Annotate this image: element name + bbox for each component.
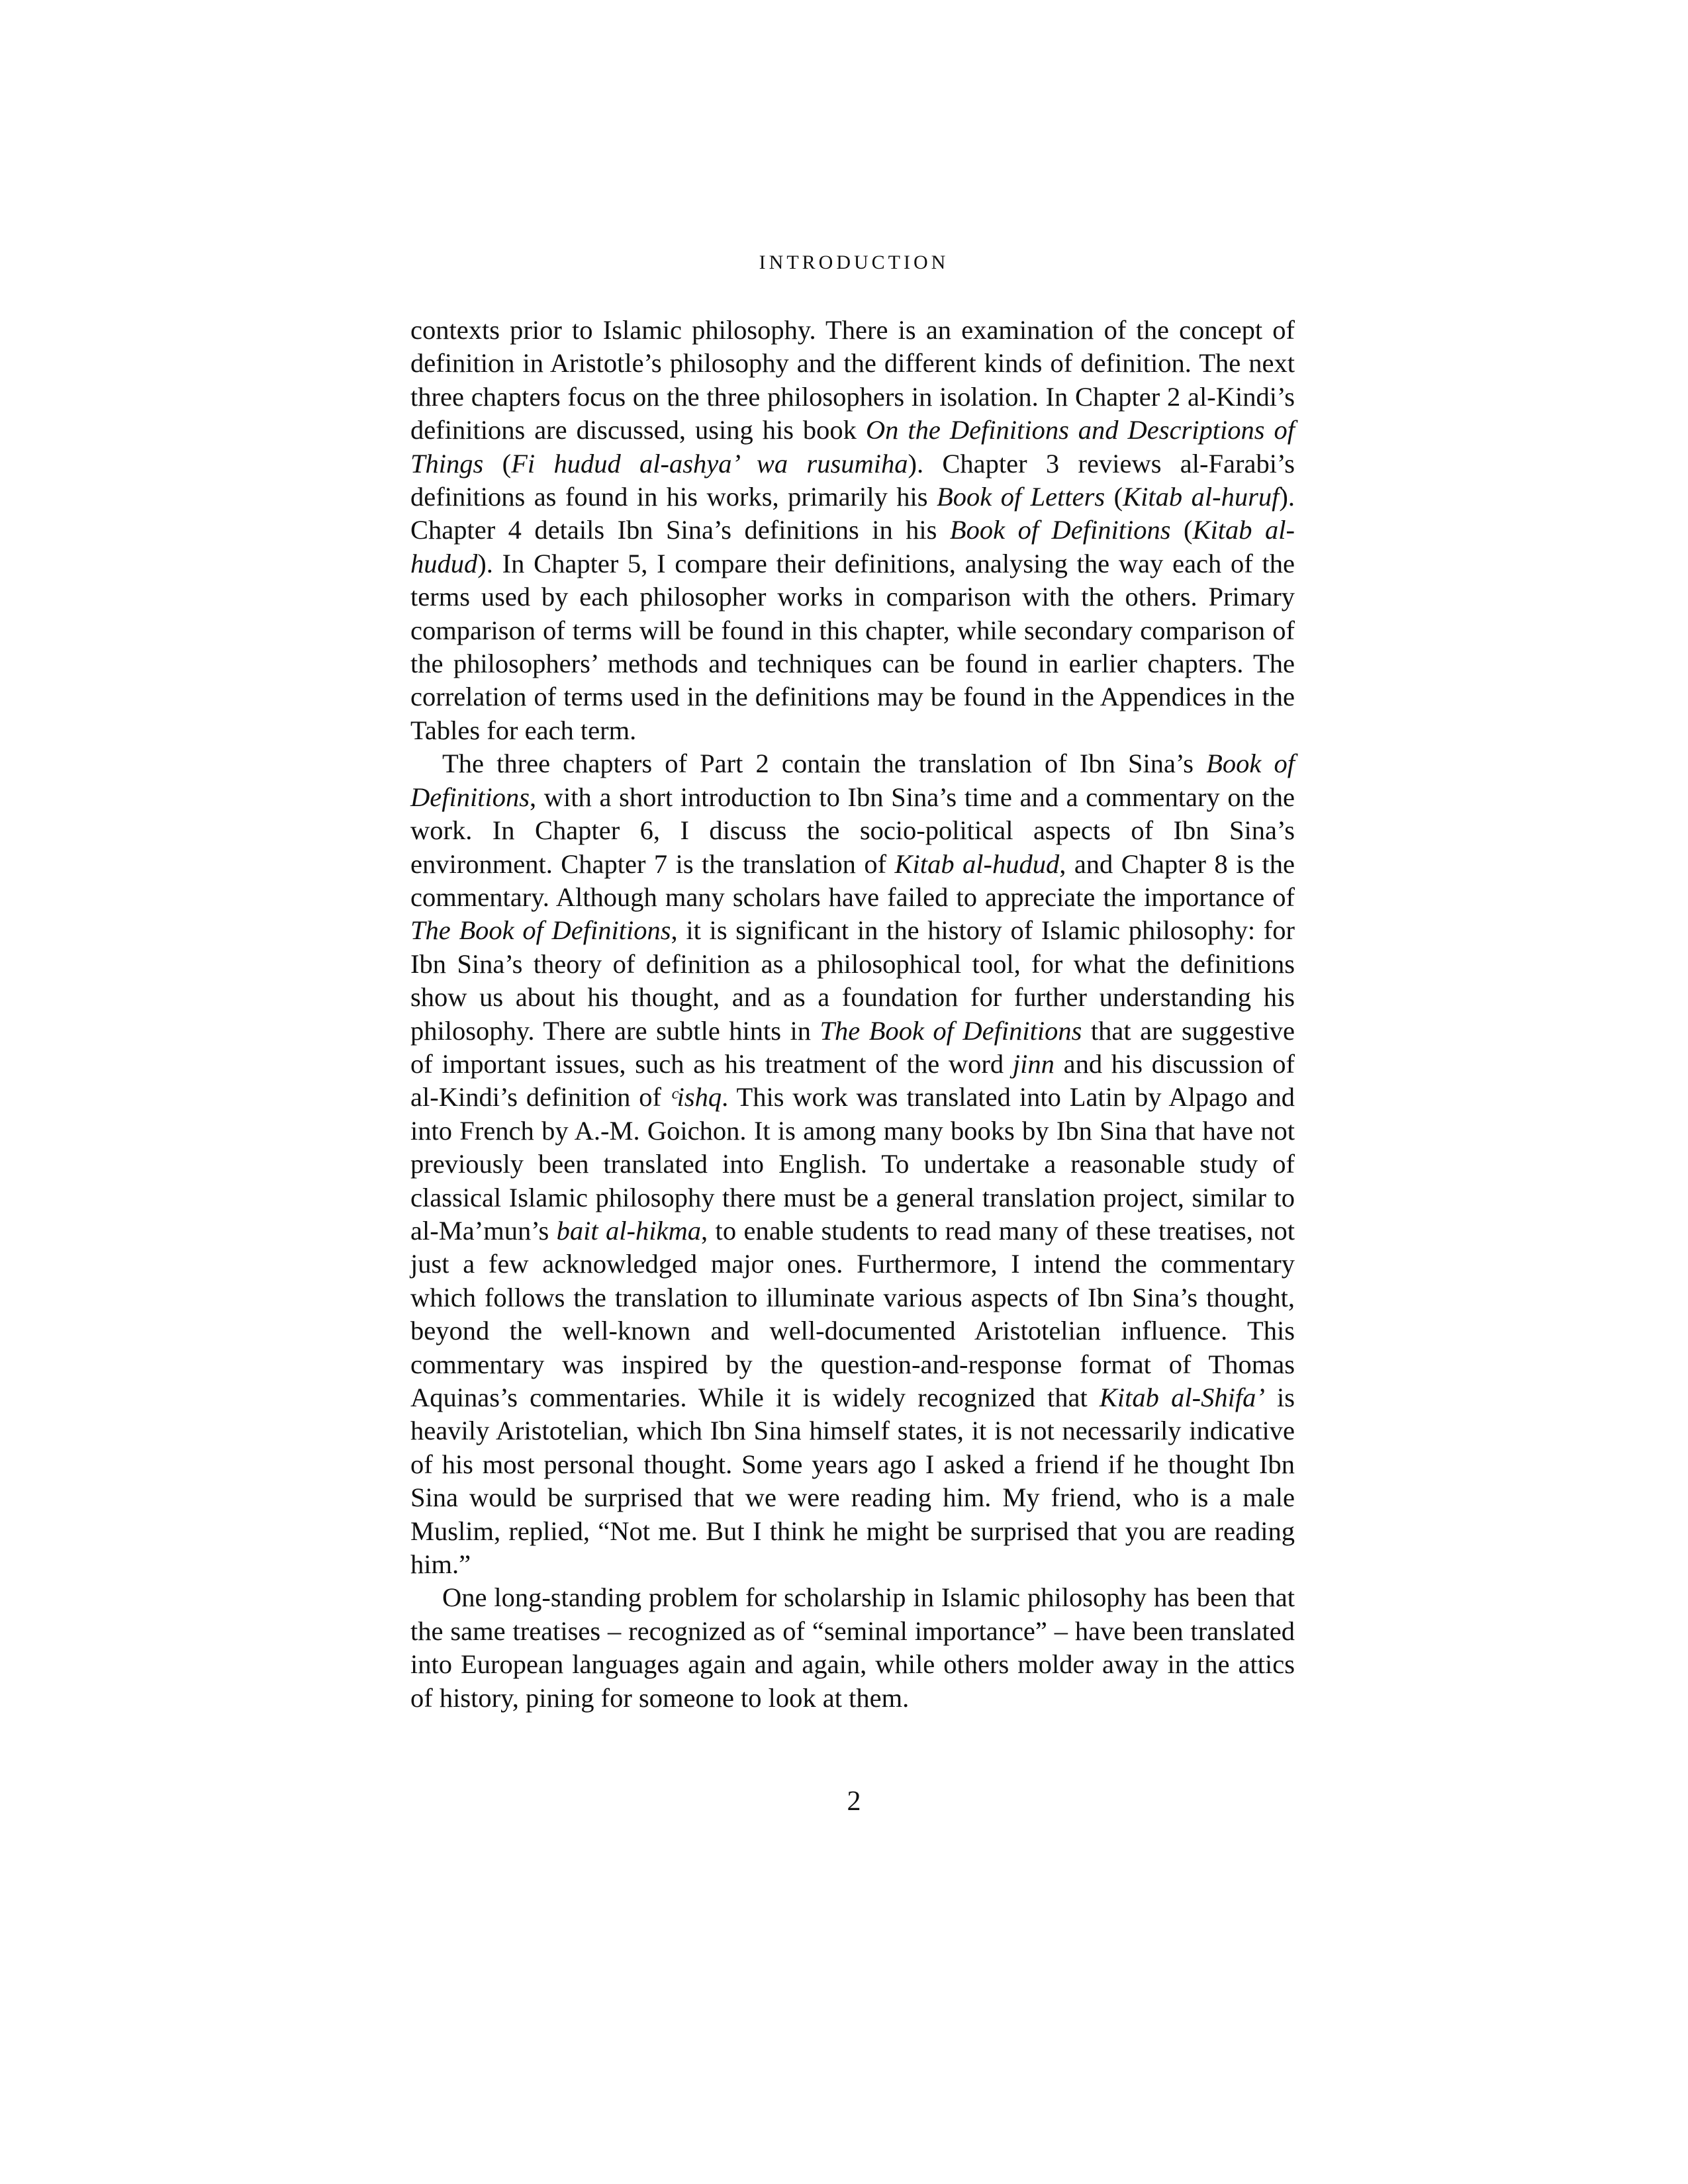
paragraph-3 xyxy=(410,1581,1295,1715)
text-segment: and his discussion of al-Kindi’s definition of xyxy=(410,1048,1295,1113)
italic-title-segment: Book of Definitions xyxy=(949,515,1171,545)
text-segment: . This work was translated into Latin by Alpago and into French by A.-M. Goichon. It is among many books by Ibn Sina that have not previously been translated into English. To undertake a reasonable study of classical Islamic philosophy there must be a general translation project, similar to al-Ma’mun’s xyxy=(410,1082,1295,1246)
text-segment: , to enable students to read many of these treatises, not just a few acknowledged major ones. Furthermore, I intend the commentary which follows the translation to illuminate various aspects of Ibn Sina’s thought, beyond the well-known and well-documented Aristotelian influence. This commentary was inspired by the question-and-response format of Thomas Aquinas’s commentaries. While it is widely recognized that xyxy=(410,1215,1295,1412)
italic-title-segment: Kitab al-Shifa’ xyxy=(1099,1383,1265,1412)
italic-term-segment: jinn xyxy=(1012,1048,1055,1079)
text-segment: ). Chapter 4 details Ibn Sina’s definitions in his xyxy=(410,482,1295,545)
italic-title-segment: The Book of Definitions xyxy=(820,1015,1082,1046)
italic-title-segment: Kitab al-hudud xyxy=(410,515,1295,578)
italic-title-segment: On the Definitions and Descriptions of Things xyxy=(410,415,1295,478)
text-segment: , with a short introduction to Ibn Sina’s time and a commentary on the work. In Chapter 6, I discuss the socio-political aspects of Ibn Sina’s environment. Chapter 7 is the translation of xyxy=(410,782,1295,879)
running-head: INTRODUCTION xyxy=(759,251,949,273)
italic-title-segment: Book of Definitions xyxy=(410,749,1295,812)
italic-term-segment: ᶜishq xyxy=(669,1082,722,1113)
text-segment: ( xyxy=(1170,515,1193,545)
text-segment: , and Chapter 8 is the commentary. Although many scholars have failed to appreciate the importance of xyxy=(410,848,1295,912)
text-segment: is heavily Aristotelian, which Ibn Sina himself states, it is not necessarily indicative of his most personal thought. Some years ago I asked a friend if he thought Ibn Sina would be surprised that we were reading him. My friend, who is a male Muslim, replied, “Not me. But I think he might be surprised that you are reading him.” xyxy=(410,1383,1295,1580)
italic-title-segment: Kitab al-hudud xyxy=(894,848,1060,879)
italic-title-segment: The Book of Definitions xyxy=(410,915,671,946)
text-segment: ( xyxy=(1105,482,1123,512)
text-segment: contexts prior to Islamic philosophy. There is an examination of the concept of definition in Aristotle’s philosophy and the different kinds of definition. The next three chapters focus on the three philosophers in isolation. In Chapter 2 al-Kindi’s definitions are discussed, using his book xyxy=(410,315,1295,445)
text-segment: ). In Chapter 5, I compare their definitions, analysing the way each of the terms used by each philosopher works in comparison with the others. Primary comparison of terms will be found in this chapter, while secondary comparison of the philosophers’ methods and techniques can be found in earlier chapters. The correlation of terms used in the definitions may be found in the Appendices in the Tables for each term. xyxy=(410,548,1295,745)
paragraph-1 xyxy=(410,314,1295,747)
paragraph-2 xyxy=(410,747,1295,1581)
italic-term-segment: bait al-hikma xyxy=(556,1215,702,1246)
text-segment: ( xyxy=(483,448,512,478)
italic-title-segment: Fi hudud al-ashya’ wa rusumiha xyxy=(511,448,908,478)
italic-title-segment: Book of Letters xyxy=(937,482,1105,512)
body-text xyxy=(410,314,1295,1715)
text-segment: ). Chapter 3 reviews al-Farabi’s definitions as found in his works, primarily his xyxy=(410,448,1295,512)
page-number: 2 xyxy=(847,1786,861,1817)
text-segment: One long-standing problem for scholarship in Islamic philosophy has been that the same treatises – recognized as of “seminal importance” – have been translated into European languages again and again, while others molder away in the attics of history, pining for someone to look at them. xyxy=(410,1582,1295,1713)
text-segment: that are suggestive of important issues, such as his treatment of the word xyxy=(410,1015,1295,1079)
italic-title-segment: Kitab al-huruf xyxy=(1123,482,1280,512)
text-segment: The three chapters of Part 2 contain the translation of Ibn Sina’s xyxy=(442,749,1207,779)
text-segment: , it is significant in the history of Islamic philosophy: for Ibn Sina’s theory of definition as a philosophical tool, for what the definitions show us about his thought, and as a foundation for further understanding his philosophy. There are subtle hints in xyxy=(410,915,1295,1046)
